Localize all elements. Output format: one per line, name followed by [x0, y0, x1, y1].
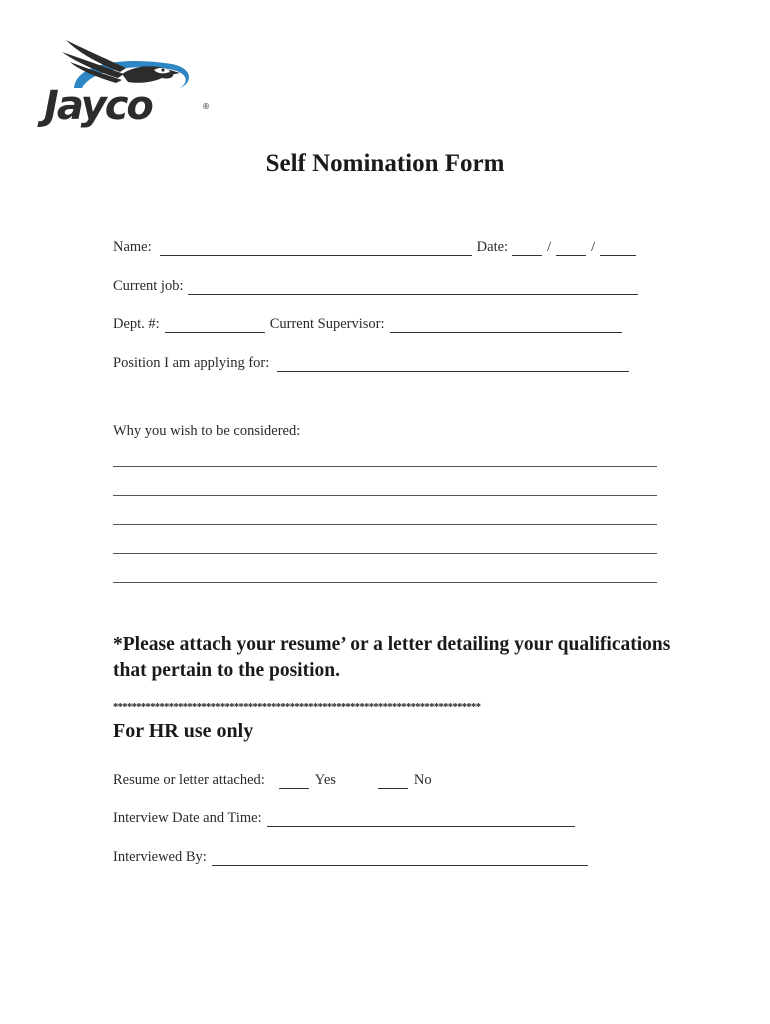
date-separator: /: [547, 239, 552, 255]
current-job-row: [113, 278, 643, 295]
supervisor-field[interactable]: [390, 318, 622, 333]
hr-section-heading: For HR use only: [113, 720, 254, 742]
date-separator: /: [591, 239, 596, 255]
why-line-1[interactable]: [113, 466, 657, 467]
dept-supervisor-row: [113, 316, 627, 333]
current-job-label: Current job:: [113, 278, 184, 294]
interviewed-by-field[interactable]: [212, 851, 588, 866]
date-month-field[interactable]: [512, 241, 542, 256]
form-title: Self Nomination Form: [265, 150, 505, 177]
why-line-3[interactable]: [113, 524, 657, 525]
yes-field[interactable]: [279, 774, 309, 789]
logo-wordmark: Jayco: [44, 83, 152, 129]
why-line-2[interactable]: [113, 495, 657, 496]
date-year-field[interactable]: [600, 241, 636, 256]
name-field[interactable]: [160, 241, 472, 256]
no-label: No: [413, 772, 432, 788]
position-row: [113, 355, 634, 372]
why-label: Why you wish to be considered:: [113, 423, 301, 439]
supervisor-label: Current Supervisor:: [269, 316, 385, 332]
interviewed-by-row: [113, 849, 593, 866]
position-field[interactable]: [277, 357, 629, 372]
date-day-field[interactable]: [556, 241, 586, 256]
name-date-row: [113, 239, 640, 256]
position-label: Position I am applying for:: [113, 355, 270, 371]
why-line-4[interactable]: [113, 553, 657, 554]
interviewed-by-label: Interviewed By:: [113, 849, 207, 865]
resume-attached-label: Resume or letter attached:: [113, 772, 265, 788]
dept-field[interactable]: [165, 318, 265, 333]
why-line-5[interactable]: [113, 582, 657, 583]
no-field[interactable]: [378, 774, 408, 789]
yes-label: Yes: [314, 772, 336, 788]
interview-date-label: Interview Date and Time:: [113, 810, 262, 826]
why-row: [113, 423, 300, 440]
attach-notice: *Please attach your resume’ or a letter detailing your qualifications that pertain to the position.: [113, 634, 671, 681]
interview-date-field[interactable]: [267, 812, 575, 827]
jayco-logo: [42, 38, 214, 138]
registered-mark: ®: [202, 102, 210, 111]
date-label: Date:: [476, 239, 509, 255]
interview-date-row: [113, 810, 580, 827]
star-divider: *******************************************************************************: [113, 702, 481, 713]
dept-label: Dept. #:: [113, 316, 160, 332]
name-label: Name:: [113, 239, 152, 255]
current-job-field[interactable]: [188, 280, 638, 295]
resume-attached-row: [113, 772, 432, 789]
